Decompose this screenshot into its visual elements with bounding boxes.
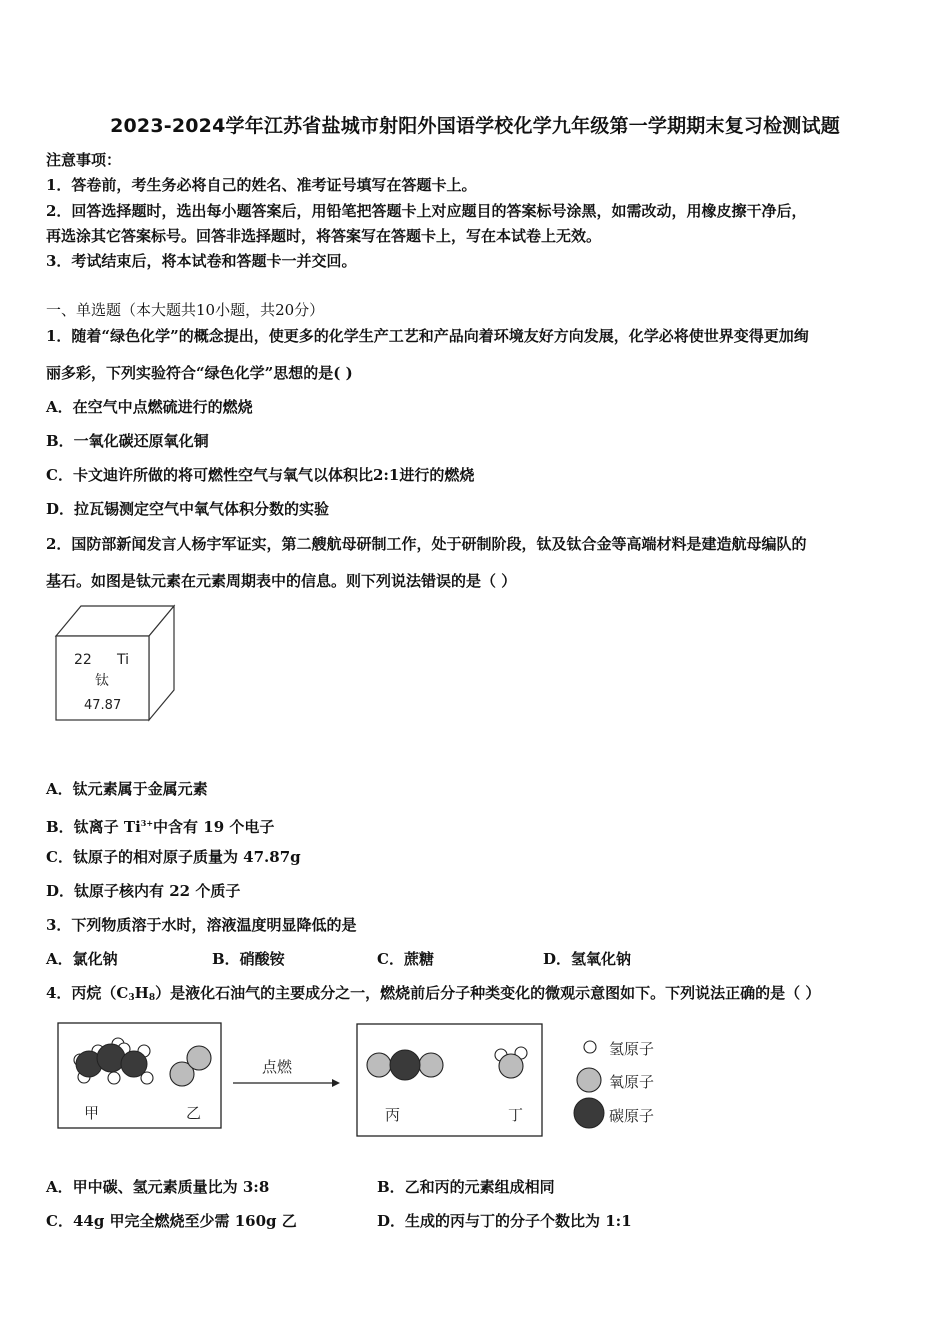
q2-stem-line1: 2．国防部新闻发言人杨宇军证实，第二艘航母研制工作，处于研制阶段，钛及钛合金等高端材料是建造航母编队的 [46,535,807,553]
page-title: 2023-2024学年江苏省盐城市射阳外国语学校化学九年级第一学期期末复习检测试题 [110,115,840,137]
q1-stem-line1: 1．随着“绿色化学”的概念提出，使更多的化学生产工艺和产品向着环境友好方向发展，化学必将使世界变得更加绚 [46,327,809,345]
q4-stem-post: ）是液化石油气的主要成分之一，燃烧前后分子种类变化的微观示意图如下。下列说法正确的是（ ） [155,984,821,1002]
q2-option-c: C．钛原子的相对原子质量为 47.87g [46,848,301,866]
q1-option: A．在空气中点燃硫进行的燃烧 [46,398,253,416]
element-name: 钛 [95,673,109,689]
label-ding: 丁 [508,1106,524,1124]
element-cell-figure [50,602,190,726]
q3-stem: 3．下列物质溶于水时，溶液温度明显降低的是 [46,916,357,934]
q4-stem [46,983,820,1008]
q1-option: B．一氧化碳还原氧化铜 [46,432,209,450]
q2-option-b [46,813,274,837]
q2-stem-line2: 基石。如图是钛元素在元素周期表中的信息。则下列说法错误的是（ ） [46,572,517,590]
q2-option-a: A．钛元素属于金属元素 [46,780,208,798]
legend-oxygen-swatch [577,1068,601,1092]
label-yi: 乙 [186,1104,202,1122]
notice-item: 3．考试结束后，将本试卷和答题卡一并交回。 [46,252,357,270]
q2-option-b-post: 中含有 19 个电子 [153,818,275,836]
legend-carbon-swatch [574,1098,604,1128]
notice-item: 再选涂其它答案标号。回答非选择题时，将答案写在答题卡上，写在本试卷上无效。 [46,227,602,245]
legend [574,1040,654,1128]
q1-option: C．卡文迪许所做的将可燃性空气与氧气以体积比2:1进行的燃烧 [46,466,475,484]
element-cube-svg [50,602,190,726]
label-bing: 丙 [385,1106,401,1124]
notice-heading: 注意事项： [46,151,122,169]
q2-option-b-pre: B．钛离子 Ti [46,818,141,836]
arrow-head [332,1079,340,1087]
q3-option: D．氢氧化钠 [543,950,632,968]
label-jia: 甲 [84,1104,100,1122]
legend-hydrogen-swatch [584,1041,596,1053]
q2-option-d: D．钛原子核内有 22 个质子 [46,882,241,900]
ion-charge: 3+ [140,818,154,828]
q4-option: B．乙和丙的元素组成相同 [377,1178,555,1196]
q4-stem-mid: H [134,984,149,1002]
q4-stem-pre: 4．丙烷（C [46,984,129,1002]
element-symbol: Ti [117,652,130,668]
atomic-number: 22 [74,652,92,668]
reaction-diagram [56,1020,676,1140]
q3-option: A．氯化钠 [46,950,118,968]
section-heading: 一、单选题（本大题共10小题，共20分） [46,301,325,319]
carbon-dioxide-molecule [367,1050,443,1080]
q4-option: D．生成的丙与丁的分子个数比为 1:1 [377,1212,632,1230]
q1-stem-line2: 丽多彩，下列实验符合“绿色化学”思想的是( ) [46,364,353,382]
legend-carbon-label: 碳原子 [609,1107,655,1125]
subscript: 8 [148,993,156,1003]
subscript: 3 [128,993,135,1003]
notice-item: 1．答卷前，考生务必将自己的姓名、准考证号填写在答题卡上。 [46,176,477,194]
notice-item: 2．回答选择题时，选出每小题答案后，用铅笔把答题卡上对应题目的答案标号涂黑，如需改动，用橡皮擦干净后， [46,202,807,220]
reaction-diagram-svg [56,1020,676,1140]
legend-hydrogen-label: 氢原子 [609,1040,655,1058]
q3-option: C．蔗糖 [377,950,434,968]
legend-oxygen-label: 氧原子 [609,1073,655,1091]
arrow-label: 点燃 [262,1058,293,1076]
q4-option: C．44g 甲完全燃烧至少需 160g 乙 [46,1212,297,1230]
q1-option: D．拉瓦锡测定空气中氧气体积分数的实验 [46,500,330,518]
q4-option: A．甲中碳、氢元素质量比为 3:8 [46,1178,270,1196]
q3-option: B．硝酸铵 [212,950,285,968]
atomic-mass: 47.87 [84,698,122,713]
